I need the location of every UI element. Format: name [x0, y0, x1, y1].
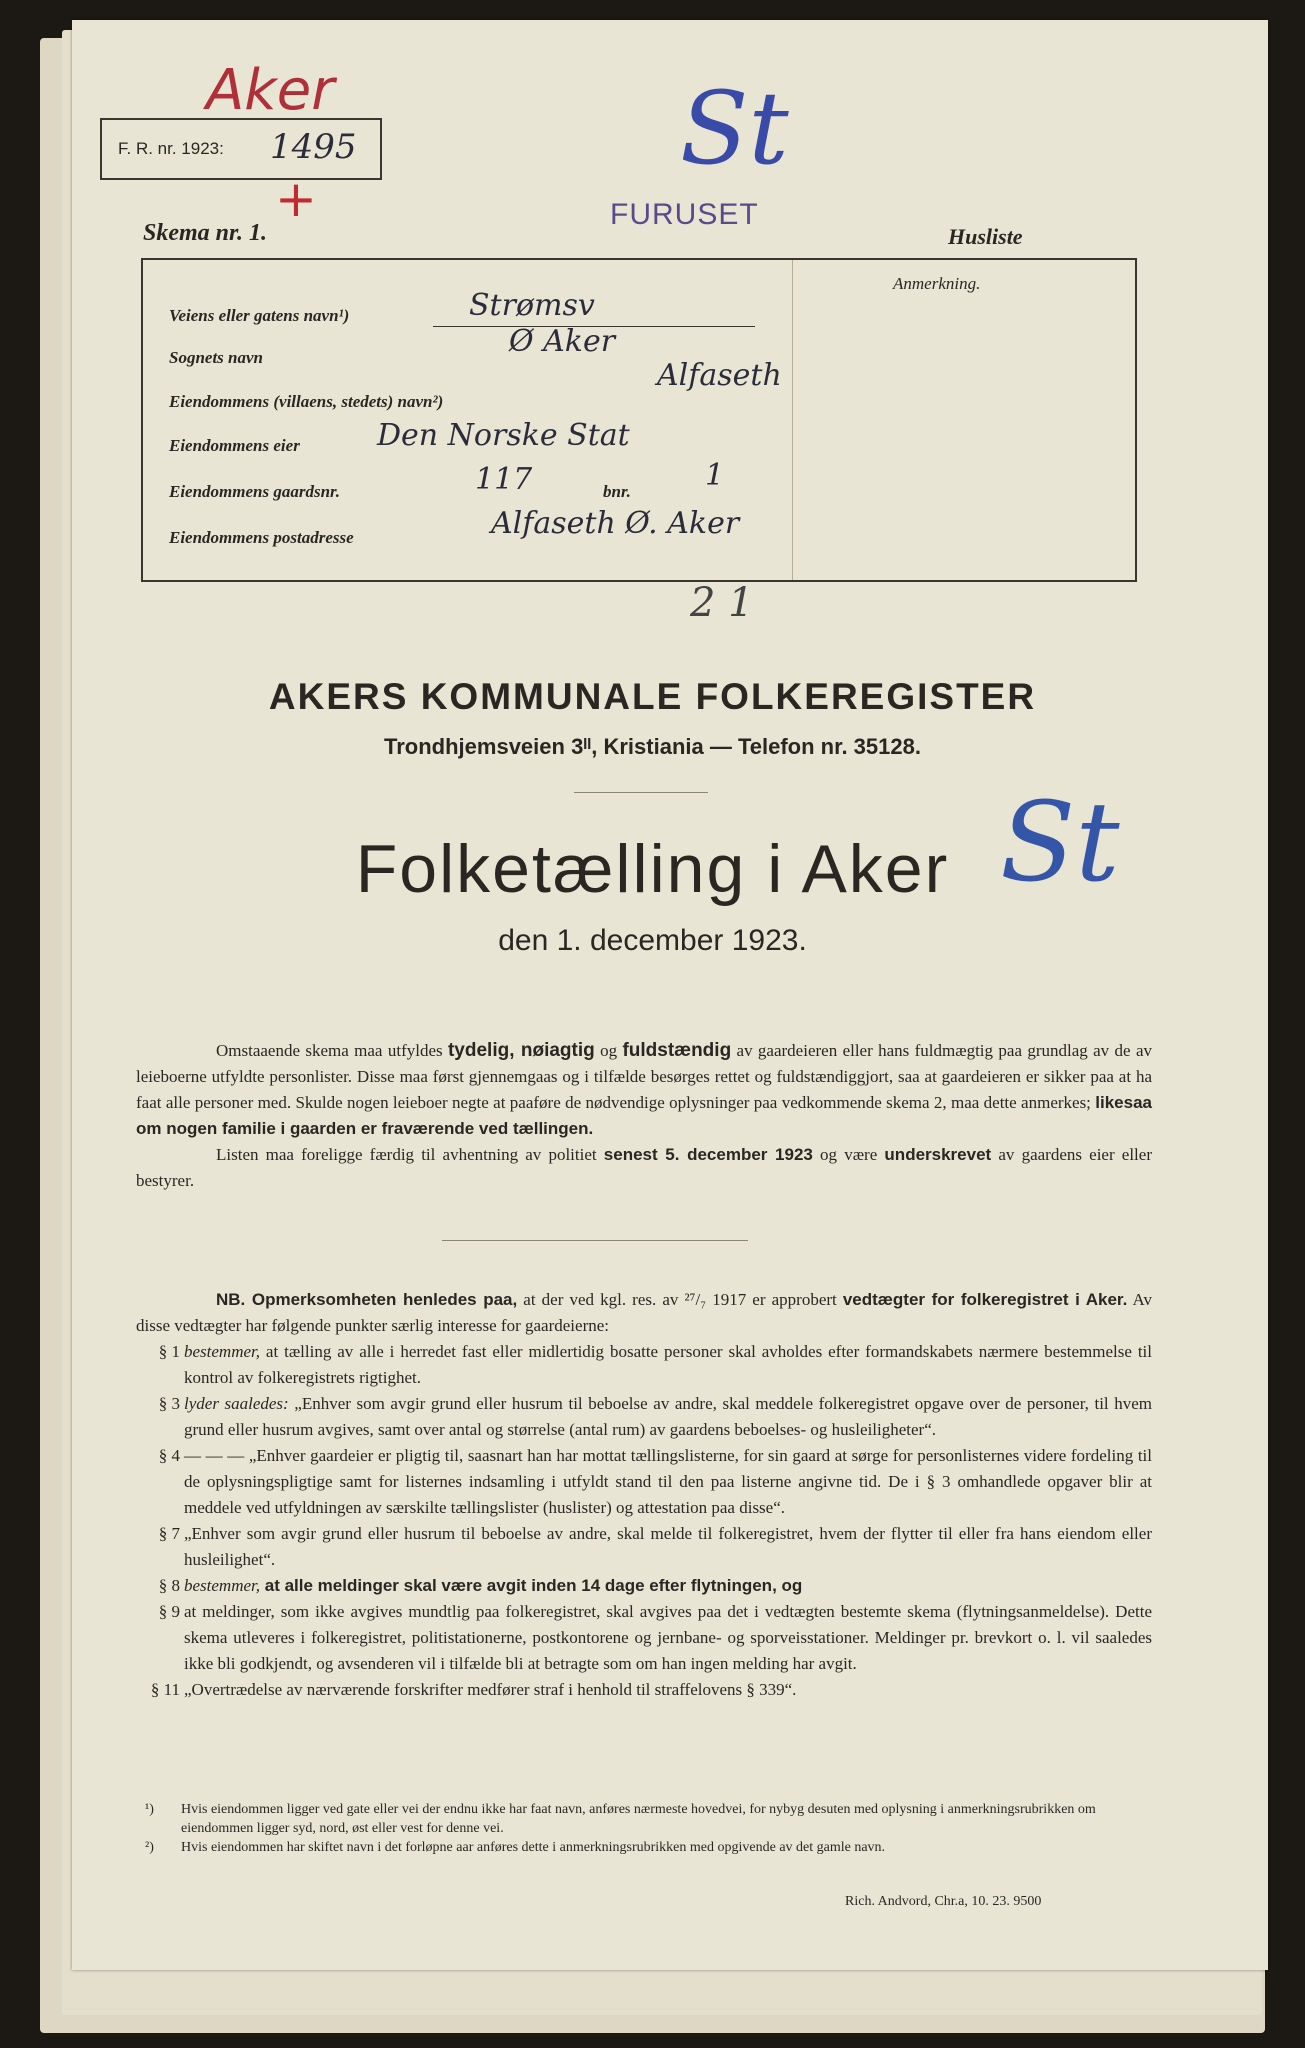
section-11 [136, 1677, 1152, 1703]
notice-text: Av disse vedtægter har følgende punkter særlig interesse for gaardeierne: [136, 1290, 1152, 1335]
fr-number-value: 1495 [270, 127, 357, 167]
section-text: — — — „Enhver gaardeier er pligtig til, saasnart han har mottat tællingslisterne, for sin gaard at sørge for personlisternes videre fordeling til de oplysningspligtige samt for listernes indsamling i utfyldt stand til den paa listerne angivne tid. De i § 3 omhandlede opgaver blir at meddele ved utfyldningen av særskilte tællingslister (huslister) og attestation paa disse“. [184, 1446, 1152, 1517]
section-7 [136, 1521, 1152, 1573]
husliste-label: Husliste [948, 224, 1023, 249]
intro-text: av gaardens eier eller bestyrer. [136, 1145, 1152, 1190]
field-street-value: Strømsv [469, 288, 595, 323]
blue-st-mark: St [1000, 778, 1120, 906]
footnote-2 [145, 1838, 1165, 1857]
section-text: at meldinger, som ikke avgives mundtlig paa folkeregistret, skal avgives paa det i vedtægten bestemte skema (flytningsanmeldelse). Dette skema utleveres i folkeregistret, politistationerne, postkontorene og jernbane- og sporveisstationer. Meldinger pr. brevkort o. l. vil saaledes ikke bli godkjendt, og avsenderen vil i tilfælde bli at betragte som om han ingen melding har avgit. [184, 1602, 1152, 1673]
notice-text: at der ved kgl. res. av ²⁷/₇ 1917 er approbert [517, 1290, 843, 1309]
intro-emphasis: tydelig, nøiagtig [447, 1040, 595, 1061]
section-text: at alle meldinger skal være avgit inden 14 dage efter flytningen, og [260, 1576, 803, 1595]
printer-imprint: Rich. Andvord, Chr.a, 10. 23. 9500 [845, 1894, 1042, 1909]
section-lead: lyder saaledes: [184, 1394, 289, 1413]
section-1 [136, 1339, 1152, 1391]
red-cross-mark: + [275, 170, 317, 228]
section-number: § 9 [158, 1602, 180, 1621]
fr-number-label: F. R. nr. 1923: [118, 139, 224, 158]
instructions-intro [136, 1038, 1152, 1194]
section-text: „Enhver som avgir grund eller husrum til beboelse av andre, skal meddele folkeregistret opgave over de personer, til hvem grund eller husrum avgives, samt over antal og størrelse (antal rum) av gaardens beboelses- og husleiligheter“. [184, 1394, 1152, 1439]
property-info-box [141, 258, 1137, 582]
notice-heading [136, 1287, 1152, 1339]
footnotes [145, 1800, 1165, 1857]
footnote-text: Hvis eiendommen har skiftet navn i det forløpne aar anføres dette i anmerkningsrubrikken med opgivende av det gamle navn. [181, 1840, 886, 1855]
field-postal-address-label: Eiendommens postadresse [169, 528, 354, 547]
main-title: Folketælling i Aker [355, 831, 950, 907]
field-owner-label: Eiendommens eier [169, 436, 300, 455]
intro-emphasis: likesaa om nogen familie i gaarden er fraværende ved tællingen. [136, 1093, 1152, 1138]
intro-text: og være [812, 1145, 885, 1164]
field-owner-value: Den Norske Stat [377, 418, 630, 453]
section-number: § 11 [150, 1680, 180, 1699]
field-street [169, 288, 595, 326]
field-parish [169, 324, 616, 368]
footnote-text: Hvis eiendommen ligger ved gate eller vei der endnu ikke har faat navn, anføres nærmeste hovedvei, for nybyg desuten med oplysning i anmerkningsrubrikken om eiendommen ligger syd, nord, øst eller vest for denne vei. [181, 1802, 1096, 1836]
footnote-1 [145, 1800, 1165, 1838]
section-lead: bestemmer, [184, 1342, 261, 1361]
section-9 [136, 1599, 1152, 1677]
intro-emphasis: underskrevet [884, 1145, 992, 1164]
section-4 [136, 1443, 1152, 1521]
intro-text: av gaardeieren eller hans fuldmægtig paa grundlag av de av leieboerne utfyldte personlister. Disse maa først gjennemgaas og i tilfælde besørges rettet og fuldstændiggjort, saa at gaardeieren er sikker paa at ha faat alle personer med. Skulde nogen leieboer negte at paaføre de nødvendige oplysninger paa vedkommende skema 2, maa dette anmerkes; [136, 1041, 1152, 1112]
org-title: AKERS KOMMUNALE FOLKEREGISTER [268, 676, 1037, 717]
field-farm-number-value: 117 [475, 462, 533, 497]
skema-number: Skema nr. 1. [143, 220, 268, 246]
footnote-number: ¹) [145, 1802, 154, 1817]
pencil-note-st: St [680, 70, 789, 187]
intro-text: Omstaaende skema maa utfyldes [216, 1041, 448, 1060]
pencil-note-21: 2 1 [690, 580, 754, 626]
section-number: § 7 [158, 1524, 180, 1543]
section-number: § 4 [158, 1446, 180, 1465]
intro-paragraph-2 [136, 1142, 1152, 1194]
section-text: at tælling av alle i herredet fast eller midlertidig bosatte personer skal avholdes efter formandskabets nærmere bestemmelse til kontrol av folkeregistrets rigtighet. [184, 1342, 1152, 1387]
furuset-stamp: FURUSET [610, 198, 759, 231]
pencil-note-aker: Aker [206, 58, 335, 123]
fr-number-box [100, 118, 382, 180]
field-property-name-value: Alfaseth [657, 358, 782, 393]
org-address: Trondhjemsveien 3ᴵᴵ, Kristiania — Telefon nr. 35128. [384, 734, 921, 759]
regulations-notice [136, 1287, 1152, 1703]
section-rule [442, 1240, 748, 1241]
field-parish-value: Ø Aker [509, 324, 616, 359]
intro-text: Listen maa foreligge færdig til avhentning av politiet [216, 1145, 604, 1164]
footnote-number: ²) [145, 1840, 154, 1855]
section-text: „Overtrædelse av nærværende forskrifter medfører straf i henhold til straffelovens § 339“. [184, 1680, 797, 1699]
field-postal-address [169, 506, 740, 548]
title-rule [574, 792, 708, 793]
section-text: „Enhver som avgir grund eller husrum til beboelse av andre, skal melde til folkeregistret, hvem der flytter til eller fra hans eiendom eller husleilighet“. [184, 1524, 1152, 1569]
field-property-name-label: Eiendommens (villaens, stedets) navn²) [169, 392, 444, 411]
field-street-label: Veiens eller gatens navn¹) [169, 306, 350, 325]
intro-text: og [594, 1041, 623, 1060]
notice-lead: NB. Opmerksomheten henledes paa, [216, 1290, 518, 1309]
section-number: § 8 [158, 1576, 180, 1595]
field-postal-address-value: Alfaseth Ø. Aker [491, 506, 740, 541]
intro-emphasis: senest 5. december 1923 [603, 1145, 813, 1164]
section-number: § 3 [158, 1394, 180, 1413]
census-date: den 1. december 1923. [498, 924, 807, 957]
remarks-heading: Anmerkning. [893, 274, 981, 293]
field-property-name [169, 358, 782, 412]
section-3 [136, 1391, 1152, 1443]
intro-paragraph-1 [136, 1038, 1152, 1142]
remarks-divider [792, 260, 793, 580]
field-parish-label: Sognets navn [169, 348, 263, 367]
field-bnr-value: 1 [705, 458, 725, 493]
field-owner [169, 418, 630, 456]
field-farm-number-label: Eiendommens gaardsnr. [169, 482, 340, 501]
section-number: § 1 [158, 1342, 180, 1361]
section-lead: bestemmer, [184, 1576, 261, 1595]
intro-emphasis: fuldstændig [622, 1040, 732, 1061]
notice-emphasis: vedtægter for folkeregistret i Aker. [842, 1290, 1128, 1309]
field-bnr-label: bnr. [603, 482, 631, 501]
field-farm-number [169, 458, 725, 502]
section-8 [136, 1573, 1152, 1599]
